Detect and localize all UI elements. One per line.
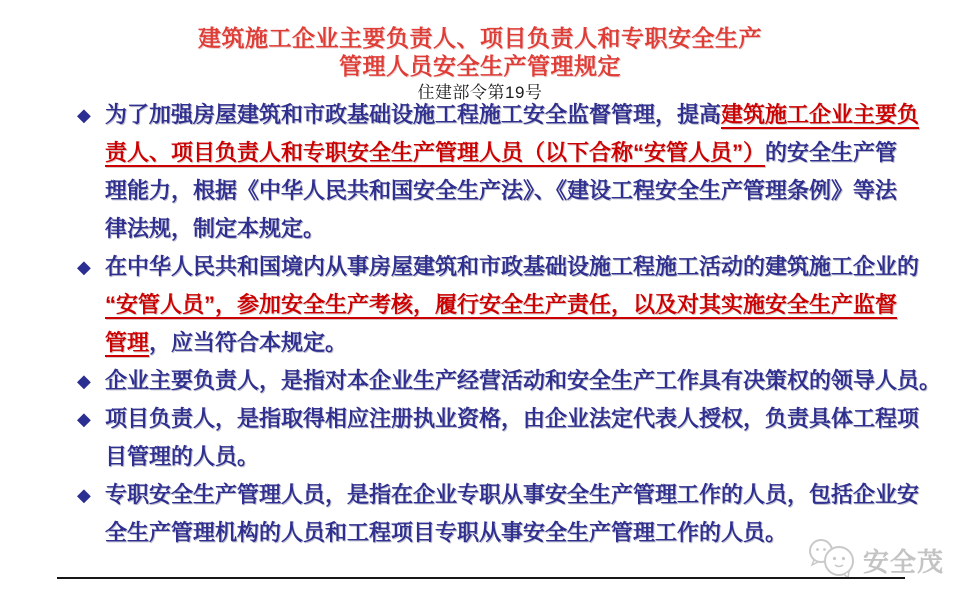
bullet-list: [62, 96, 942, 552]
bullet-item-4: [62, 400, 920, 476]
bullet-lines: [105, 248, 920, 362]
text-segment-emphasis: 责人、项目负责人和专职安全生产管理人员（以下合称“安管人员”）: [105, 140, 766, 165]
diamond-bullet-icon: ◆: [77, 409, 91, 429]
bullet-line: [105, 438, 914, 476]
text-segment: 理能力，根据《中华人民共和国安全生产法》、《建设工程安全生产管理条例》等法: [105, 178, 898, 203]
text-segment: 目管理的人员。: [105, 444, 260, 469]
slide-header: [0, 24, 960, 104]
text-segment: 律法规，制定本规定。: [105, 216, 326, 241]
diamond-bullet-icon: ◆: [77, 257, 91, 277]
bullet-line: [105, 400, 920, 438]
bullet-line: [105, 362, 942, 400]
text-segment: 全生产管理机构的人员和工程项目专职从事安全生产管理工作的人员。: [105, 520, 788, 545]
text-segment: ，应当符合本规定。: [149, 330, 348, 355]
text-segment-emphasis: 管理: [105, 330, 150, 355]
decree-subtitle: 住建部令第19号: [417, 83, 543, 102]
bullet-lines: [105, 476, 920, 552]
bullet-line: [105, 172, 914, 210]
footer-divider: [57, 577, 905, 579]
text-segment-emphasis: “安管人员”，参加安全生产考核，履行安全生产责任，以及对其实施安全生产监督: [105, 292, 898, 317]
bullet-line: [105, 248, 920, 286]
bullet-item-5: [62, 476, 920, 552]
text-segment: 为了加强房屋建筑和市政基础设施工程施工安全监督管理，提高: [105, 102, 722, 127]
diamond-bullet-icon: ◆: [77, 485, 91, 505]
bullet-line: [105, 134, 914, 172]
page-title-line2: 管理人员安全生产管理规定: [339, 53, 621, 79]
text-segment: 在中华人民共和国境内从事房屋建筑和市政基础设施工程施工活动的建筑施工企业的: [105, 254, 920, 279]
watermark-label: 安全茂: [862, 547, 944, 577]
bullet-line: [105, 514, 914, 552]
bullet-line: [105, 324, 914, 362]
bullet-line: [105, 96, 920, 134]
text-segment: 项目负责人，是指取得相应注册执业资格，由企业法定代表人授权，负责具体工程项: [105, 406, 920, 431]
bullet-item-2: [62, 248, 920, 362]
diamond-bullet-icon: ◆: [77, 105, 91, 125]
bullet-line: [105, 286, 914, 324]
text-segment: 的安全生产管: [765, 140, 898, 165]
diamond-bullet-icon: ◆: [77, 371, 91, 391]
bullet-line: [105, 210, 914, 248]
bullet-lines: [105, 362, 942, 400]
bullet-item-3: [62, 362, 942, 400]
text-segment: 企业主要负责人，是指对本企业生产经营活动和安全生产工作具有决策权的领导人员。: [105, 368, 942, 393]
bullet-lines: [105, 96, 920, 248]
bullet-line: [105, 476, 920, 514]
page-title-line1: 建筑施工企业主要负责人、项目负责人和专职安全生产: [198, 25, 762, 51]
text-segment: 专职安全生产管理人员，是指在企业专职从事安全生产管理工作的人员，包括企业安: [105, 482, 920, 507]
bullet-lines: [105, 400, 920, 476]
text-segment-emphasis: 建筑施工企业主要负: [721, 102, 920, 127]
bullet-item-1: [62, 96, 920, 248]
